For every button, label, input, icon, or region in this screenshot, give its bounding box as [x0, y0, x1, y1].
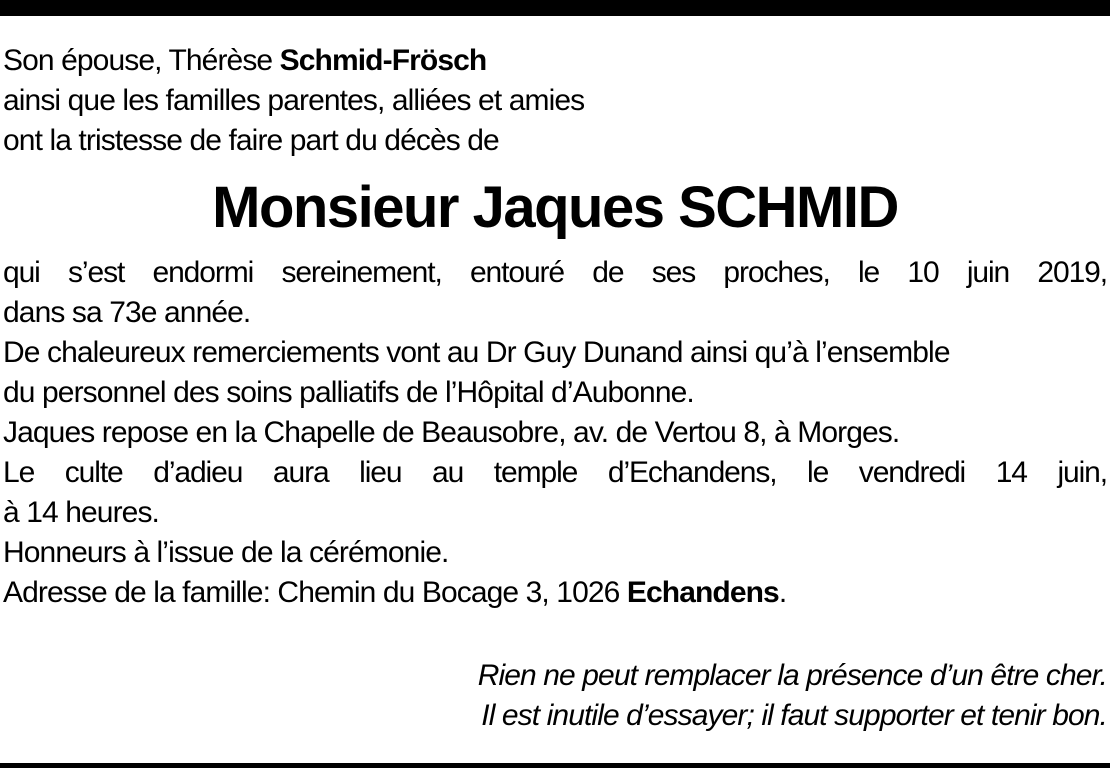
address-prefix: Adresse de la famille: Chemin du Bocage 3, 1026: [3, 576, 627, 609]
quote-line-1: Rien ne peut remplacer la présence d’un être cher.: [477, 659, 1107, 692]
intro-spouse-prefix: Son épouse, Thérèse: [3, 44, 280, 77]
body-line-address: [3, 573, 1107, 613]
announcement-body: [3, 253, 1107, 613]
bottom-border-rule: [0, 763, 1110, 768]
announcement-intro: [3, 41, 1107, 161]
obituary-notice: [3, 41, 1107, 613]
spouse-name: Schmid-Frösch: [279, 44, 487, 77]
body-line-service: Le culte d’adieu aura lieu au temple d’Echandens, le vendredi 14 juin,: [3, 456, 1107, 489]
closing-quote: [478, 656, 1107, 736]
address-town: Echandens: [626, 576, 779, 609]
address-suffix: .: [778, 576, 787, 609]
top-border-rule: [0, 0, 1110, 16]
body-line-thanks-cont: du personnel des soins palliatifs de l’Hôpital d’Aubonne.: [3, 376, 694, 409]
intro-line-announcement: ont la tristesse de faire part du décès de: [3, 124, 499, 157]
body-line-service-time: à 14 heures.: [3, 496, 159, 529]
deceased-name: Monsieur Jaques SCHMID: [212, 175, 898, 240]
body-line-honours: Honneurs à l’issue de la cérémonie.: [3, 536, 449, 569]
quote-line-2: Il est inutile d’essayer; il faut supporter et tenir bon.: [481, 699, 1107, 732]
body-line-passing: qui s’est endormi sereinement, entouré de ses proches, le 10 juin 2019,: [3, 256, 1107, 289]
intro-line-families: ainsi que les familles parentes, alliées et amies: [3, 84, 585, 117]
body-line-repose: Jaques repose en la Chapelle de Beausobre, av. de Vertou 8, à Morges.: [3, 416, 900, 449]
body-line-age: dans sa 73e année.: [3, 296, 251, 329]
intro-line-spouse: [3, 41, 1107, 81]
body-line-thanks: De chaleureux remerciements vont au Dr Guy Dunand ainsi qu’à l’ensemble: [3, 336, 950, 369]
